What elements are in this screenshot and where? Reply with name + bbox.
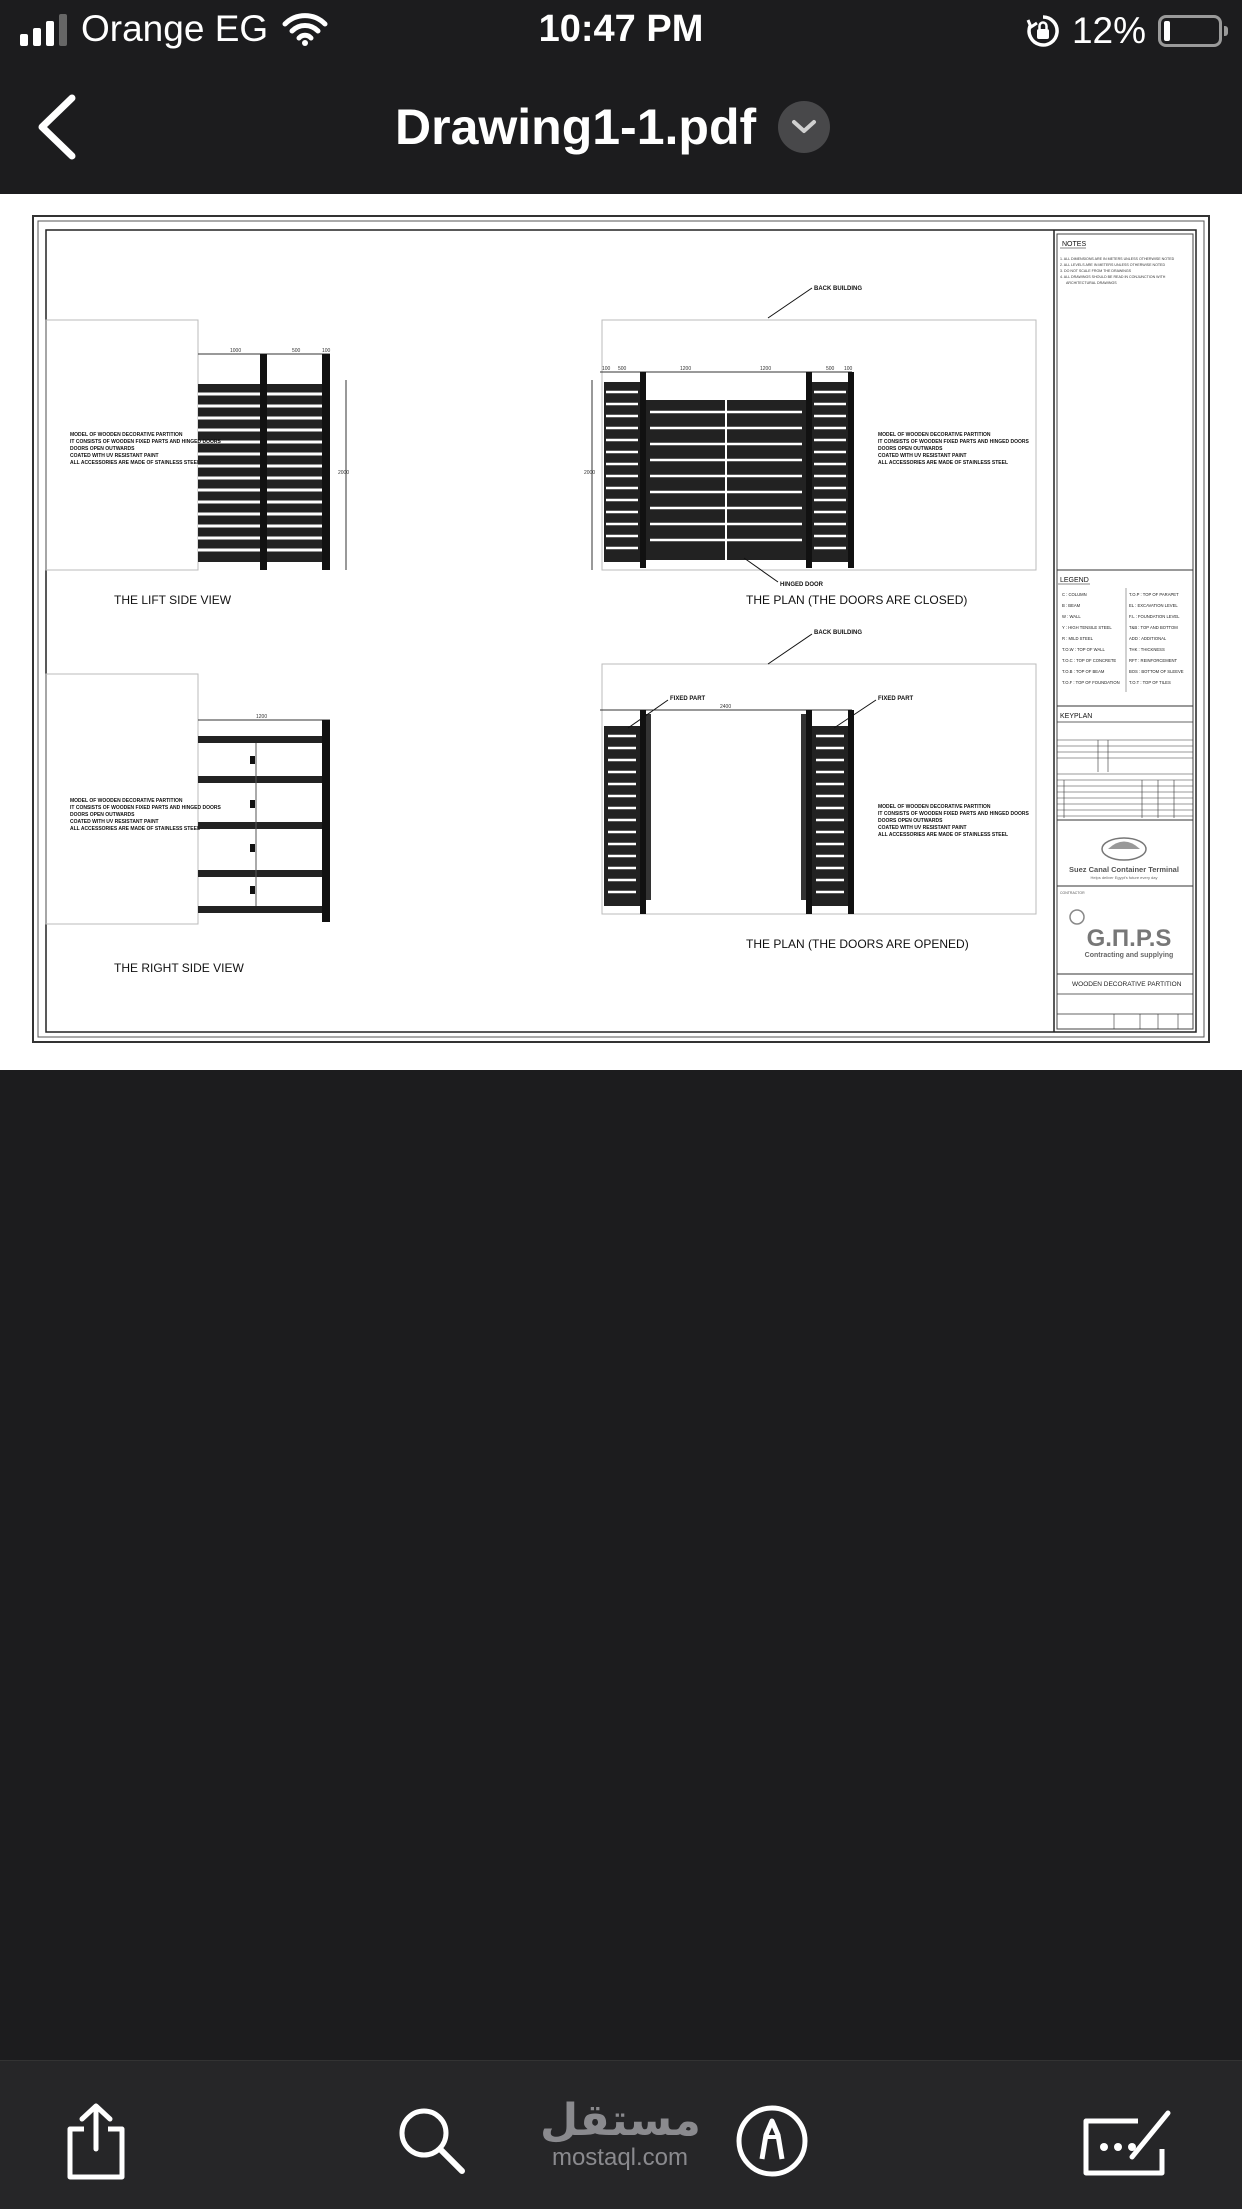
watermark	[540, 2097, 700, 2171]
left-desc-line: MODEL OF WOODEN DECORATIVE PARTITION	[70, 432, 183, 438]
left-side-view	[46, 320, 349, 607]
view-label-right: THE RIGHT SIDE VIEW	[114, 961, 244, 975]
document-title-button[interactable]	[395, 98, 830, 156]
right-desc-line: ALL ACCESSORIES ARE MADE OF STAINLESS STEEL	[70, 826, 201, 832]
legend-right: BOS : BOTTOM OF SLEEVE	[1129, 669, 1184, 674]
plan-desc-line: COATED WITH UV RESISTANT PAINT	[878, 453, 967, 459]
battery-percent: 12%	[1071, 10, 1146, 51]
left-desc-line: COATED WITH UV RESISTANT PAINT	[70, 453, 159, 459]
plan-desc-line: DOORS OPEN OUTWARDS	[878, 446, 943, 452]
callout-fixed-part-right: FIXED PART	[878, 696, 914, 702]
legend-right: T.O.P : TOP OF PARAPET	[1129, 592, 1179, 597]
note-item: 4. ALL DRAWINGS SHOULD BE READ IN CONJUNCTION WITH	[1060, 275, 1166, 279]
notes-heading: NOTES	[1062, 241, 1087, 248]
signature-icon[interactable]	[1076, 2101, 1176, 2181]
legend-right: EL : EXCAVATION LEVEL	[1129, 603, 1178, 608]
contractor-name: G.П.P.S	[1086, 925, 1172, 952]
chevron-down-icon	[778, 101, 830, 153]
dim-left-height: 2000	[338, 470, 350, 476]
opened-desc-line: COATED WITH UV RESISTANT PAINT	[878, 825, 967, 831]
search-icon[interactable]	[392, 2101, 472, 2181]
pdf-page[interactable]	[0, 194, 1242, 1070]
note-item: 1. ALL DIMENSIONS ARE IN METERS UNLESS OTHERWISE NOTED	[1060, 257, 1175, 261]
dim-opened-span: 2400	[720, 704, 732, 710]
watermark-arabic: مستقل	[540, 2095, 701, 2146]
dim-left-1: 1000	[230, 348, 242, 354]
client-name: Suez Canal Container Terminal	[1069, 865, 1179, 874]
legend-left: C : COLUMN	[1062, 592, 1087, 597]
dim-plan-height: 2000	[584, 470, 596, 476]
legend-heading: LEGEND	[1060, 577, 1089, 584]
watermark-url: mostaql.com	[551, 2144, 689, 2171]
view-label-plan-closed: THE PLAN (THE DOORS ARE CLOSED)	[746, 593, 968, 607]
dim-plan-2: 500	[618, 366, 627, 372]
left-desc-line: DOORS OPEN OUTWARDS	[70, 446, 135, 452]
legend-left: T.O.F : TOP OF FOUNDATION	[1062, 680, 1120, 685]
right-desc-line: IT CONSISTS OF WOODEN FIXED PARTS AND HINGED DOORS	[70, 805, 221, 811]
markup-pen-icon[interactable]	[732, 2101, 812, 2181]
dim-plan-1: 100	[602, 366, 611, 372]
keyplan-label: KEYPLAN	[1060, 713, 1093, 720]
legend-right: T.O.T : TOP OF TILES	[1129, 680, 1171, 685]
status-bar	[0, 0, 1242, 62]
dim-plan-4: 1200	[760, 366, 772, 372]
callout-back-building: BACK BUILDING	[814, 286, 862, 292]
dim-left-3: 100	[322, 348, 331, 354]
legend-right: F.L : FOUNDATION LEVEL	[1129, 614, 1180, 619]
legend-right: T&B : TOP AND BOTTOM	[1129, 625, 1178, 630]
legend-left: T.O.B : TOP OF BEAM	[1062, 669, 1105, 674]
opened-desc-line: IT CONSISTS OF WOODEN FIXED PARTS AND HINGED DOORS	[878, 811, 1029, 817]
client-tagline: Helps deliver Egypt's future every day	[1090, 875, 1158, 880]
left-desc-line: IT CONSISTS OF WOODEN FIXED PARTS AND HINGED DOORS	[70, 439, 221, 445]
dim-left-2: 500	[292, 348, 301, 354]
battery-icon	[1158, 15, 1222, 47]
left-desc-line: ALL ACCESSORIES ARE MADE OF STAINLESS STEEL	[70, 460, 201, 466]
carrier-name: Orange EG	[81, 8, 269, 49]
callout-hinged-door: HINGED DOOR	[780, 582, 824, 588]
legend-left: R : MILD STEEL	[1062, 636, 1093, 641]
plan-desc-line: MODEL OF WOODEN DECORATIVE PARTITION	[878, 432, 991, 438]
contractor-label: CONTRACTOR	[1060, 891, 1085, 895]
dim-plan-3: 1200	[680, 366, 692, 372]
title-block	[1057, 241, 1193, 1029]
document-title: Drawing1-1.pdf	[395, 99, 757, 155]
back-chevron-icon[interactable]	[30, 92, 90, 162]
legend-right: RFT : REINFORCEMENT	[1129, 658, 1178, 663]
dim-right-top: 1200	[256, 714, 268, 720]
legend-left: B : BEAM	[1062, 603, 1081, 608]
view-label-plan-opened: THE PLAN (THE DOORS ARE OPENED)	[746, 937, 969, 951]
note-item: 3. DO NOT SCALE FROM THE DRAWINGS	[1060, 269, 1132, 273]
legend-left: T.O.C : TOP OF CONCRETE	[1062, 658, 1117, 663]
contractor-tagline: Contracting and supplying	[1084, 952, 1174, 959]
opened-desc-line: MODEL OF WOODEN DECORATIVE PARTITION	[878, 804, 991, 810]
dim-plan-5: 500	[826, 366, 835, 372]
callout-fixed-part-left: FIXED PART	[670, 696, 706, 702]
contractor-logo-mark	[1070, 910, 1084, 924]
orientation-lock-icon	[1026, 14, 1060, 48]
plan-opened-view	[600, 630, 1036, 951]
plan-desc-line: ALL ACCESSORIES ARE MADE OF STAINLESS STEEL	[878, 460, 1009, 466]
right-side-view	[46, 674, 330, 975]
bottom-toolbar	[0, 2060, 1242, 2209]
client-logo	[1102, 838, 1146, 860]
clock: 10:47 PM	[538, 8, 704, 50]
legend-left: T.O.W : TOP OF WALL	[1062, 647, 1105, 652]
project-title: WOODEN DECORATIVE PARTITION	[1072, 981, 1182, 988]
legend-right: ADD : ADDITIONAL	[1129, 636, 1167, 641]
view-label-left: THE LIFT SIDE VIEW	[114, 593, 232, 607]
legend-left: Y : HIGH TENSILE STEEL	[1062, 625, 1112, 630]
plan-closed-view	[584, 286, 1036, 607]
legend-left: W : WALL	[1062, 614, 1081, 619]
opened-desc-line: DOORS OPEN OUTWARDS	[878, 818, 943, 824]
right-desc-line: DOORS OPEN OUTWARDS	[70, 812, 135, 818]
note-item: ARCHITECTURAL DRAWINGS	[1066, 281, 1117, 285]
callout-back-building-2: BACK BUILDING	[814, 630, 862, 636]
dim-plan-6: 100	[844, 366, 853, 372]
opened-desc-line: ALL ACCESSORIES ARE MADE OF STAINLESS STEEL	[878, 832, 1009, 838]
navigation-bar	[0, 62, 1242, 194]
plan-desc-line: IT CONSISTS OF WOODEN FIXED PARTS AND HINGED DOORS	[878, 439, 1029, 445]
note-item: 2. ALL LEVELS ARE IN METERS UNLESS OTHERWISE NOTED	[1060, 263, 1166, 267]
right-desc-line: MODEL OF WOODEN DECORATIVE PARTITION	[70, 798, 183, 804]
right-desc-line: COATED WITH UV RESISTANT PAINT	[70, 819, 159, 825]
legend-right: THK : THICKNESS	[1129, 647, 1165, 652]
share-icon[interactable]	[56, 2101, 136, 2181]
